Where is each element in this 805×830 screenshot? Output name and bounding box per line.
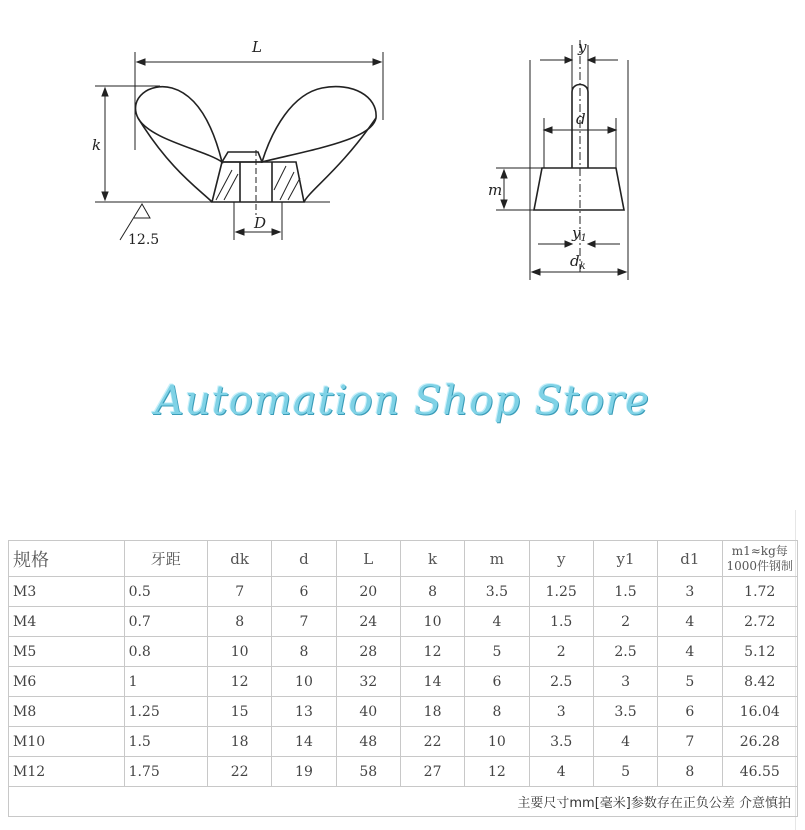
header-cell: y1 — [593, 541, 657, 577]
table-cell: 7 — [658, 727, 722, 757]
table-cell: 32 — [336, 667, 400, 697]
table-cell: 1.5 — [593, 577, 657, 607]
table-cell: 12 — [465, 757, 529, 787]
table-cell: 3.5 — [465, 577, 529, 607]
table-cell: 0.8 — [124, 637, 207, 667]
table-cell: 0.7 — [124, 607, 207, 637]
table-row — [9, 577, 798, 607]
table-cell: 1.25 — [529, 577, 593, 607]
table-cell: 4 — [658, 637, 722, 667]
table-cell: 2 — [593, 607, 657, 637]
table-cell: 24 — [336, 607, 400, 637]
table-cell: 4 — [658, 607, 722, 637]
header-cell: L — [336, 541, 400, 577]
left-wing — [136, 87, 222, 162]
table-cell: 10 — [400, 607, 464, 637]
table-cell: 12 — [208, 667, 272, 697]
header-cell: d1 — [658, 541, 722, 577]
table-cell: 46.55 — [722, 757, 798, 787]
table-cell: 2.72 — [722, 607, 798, 637]
table-cell: 6 — [465, 667, 529, 697]
table-cell: 22 — [208, 757, 272, 787]
table-cell: 3 — [658, 577, 722, 607]
spec-table — [8, 540, 798, 817]
table-cell: M6 — [9, 667, 125, 697]
table-cell: 7 — [272, 607, 336, 637]
dim-D: D — [254, 214, 267, 232]
table-cell: M10 — [9, 727, 125, 757]
table-cell: M3 — [9, 577, 125, 607]
table-cell: 3 — [593, 667, 657, 697]
table-row — [9, 607, 798, 637]
table-cell: 22 — [400, 727, 464, 757]
table-cell: 18 — [208, 727, 272, 757]
table-cell: 4 — [529, 757, 593, 787]
table-cell: 20 — [336, 577, 400, 607]
header-cell: 规格 — [9, 541, 125, 577]
header-cell: d — [272, 541, 336, 577]
table-cell: 1.25 — [124, 697, 207, 727]
table-cell: 6 — [658, 697, 722, 727]
section-hatch — [216, 166, 300, 200]
table-cell: 1.72 — [722, 577, 798, 607]
side-view — [534, 85, 624, 211]
table-cell: 2.5 — [529, 667, 593, 697]
header-cell: 牙距 — [124, 541, 207, 577]
table-cell: 8 — [272, 637, 336, 667]
dim-dk: $d_k$ — [570, 252, 586, 272]
table-row — [9, 637, 798, 667]
dim-y1: $y_1$ — [572, 224, 587, 244]
dim-d: d — [576, 110, 586, 128]
header-cell: k — [400, 541, 464, 577]
table-row — [9, 667, 798, 697]
table-cell: 27 — [400, 757, 464, 787]
table-cell: M4 — [9, 607, 125, 637]
tolerance-note: 主要尺寸mm[毫米]参数存在正负公差 介意慎拍 — [9, 787, 798, 817]
table-cell: 5 — [465, 637, 529, 667]
wing-nut-drawing — [0, 0, 805, 300]
table-cell: 8 — [208, 607, 272, 637]
table-cell: 5.12 — [722, 637, 798, 667]
table-cell: 5 — [658, 667, 722, 697]
table-row — [9, 757, 798, 787]
table-cell: 18 — [400, 697, 464, 727]
header-cell-weight — [722, 541, 798, 577]
table-cell: 3.5 — [529, 727, 593, 757]
table-cell: 6 — [272, 577, 336, 607]
header-weight-line1: m1≈kg每 — [731, 543, 788, 558]
table-cell: M8 — [9, 697, 125, 727]
table-cell: 10 — [465, 727, 529, 757]
table-cell: 14 — [400, 667, 464, 697]
right-wing — [262, 87, 376, 162]
table-cell: 1 — [124, 667, 207, 697]
table-cell: 8 — [400, 577, 464, 607]
table-cell: 5 — [593, 757, 657, 787]
table-cell: 0.5 — [124, 577, 207, 607]
dim-m: m — [488, 181, 503, 199]
table-cell: 8 — [658, 757, 722, 787]
table-cell: M12 — [9, 757, 125, 787]
table-cell: 4 — [465, 607, 529, 637]
table-cell: 7 — [208, 577, 272, 607]
header-cell: m — [465, 541, 529, 577]
table-cell: 2.5 — [593, 637, 657, 667]
table-cell: 58 — [336, 757, 400, 787]
store-watermark: Automation Shop Store — [155, 378, 650, 424]
table-cell: 15 — [208, 697, 272, 727]
table-cell: 8.42 — [722, 667, 798, 697]
header-cell: y — [529, 541, 593, 577]
table-row — [9, 697, 798, 727]
dim-k: k — [92, 136, 102, 154]
dim-y: y — [578, 38, 587, 56]
table-cell: 48 — [336, 727, 400, 757]
table-cell: 3 — [529, 697, 593, 727]
table-cell: 12 — [400, 637, 464, 667]
table-cell: 40 — [336, 697, 400, 727]
table-cell: 1.5 — [124, 727, 207, 757]
table-cell: M5 — [9, 637, 125, 667]
table-cell: 8 — [465, 697, 529, 727]
table-cell: 16.04 — [722, 697, 798, 727]
table-cell: 14 — [272, 727, 336, 757]
table-cell: 19 — [272, 757, 336, 787]
table-cell: 13 — [272, 697, 336, 727]
table-cell: 1.75 — [124, 757, 207, 787]
table-row — [9, 727, 798, 757]
table-cell: 3.5 — [593, 697, 657, 727]
table-cell: 1.5 — [529, 607, 593, 637]
table-cell: 10 — [208, 637, 272, 667]
dim-L: L — [252, 38, 262, 56]
table-cell: 10 — [272, 667, 336, 697]
table-cell: 4 — [593, 727, 657, 757]
table-cell: 28 — [336, 637, 400, 667]
table-cell: 26.28 — [722, 727, 798, 757]
table-header-row — [9, 541, 798, 577]
header-cell: dk — [208, 541, 272, 577]
table-note-row — [9, 787, 798, 817]
header-weight-line2: 1000件钢制 — [726, 558, 794, 573]
table-cell: 2 — [529, 637, 593, 667]
roughness-value: 12.5 — [128, 232, 160, 248]
